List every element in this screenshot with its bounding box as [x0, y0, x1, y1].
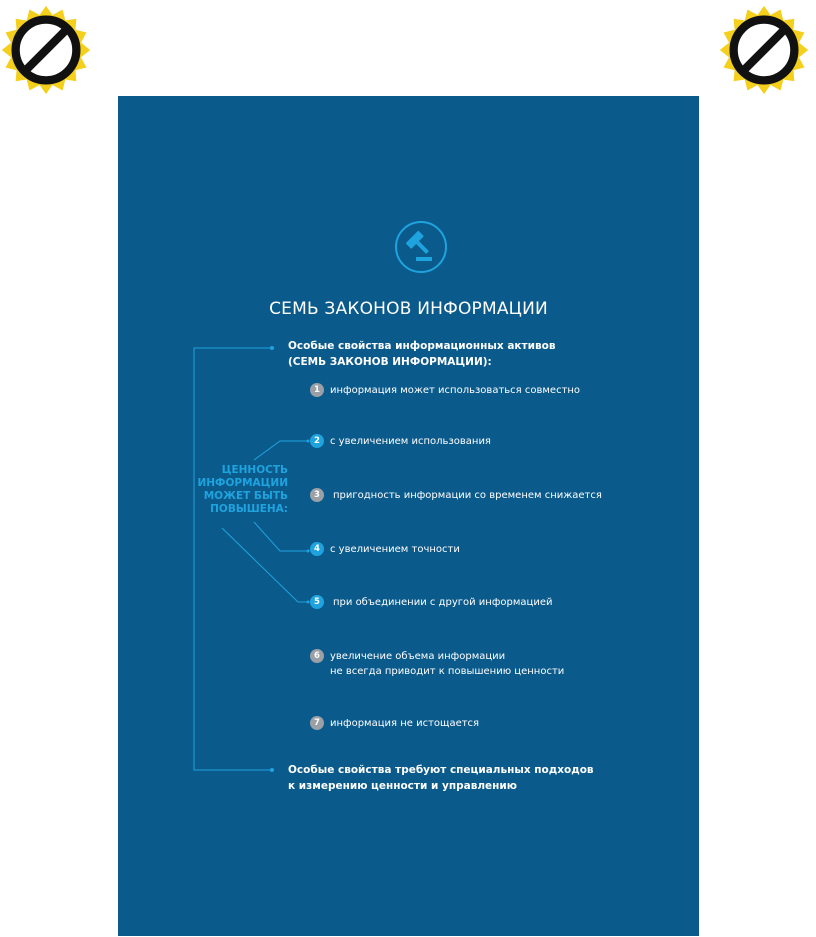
number-badge: 5 — [310, 595, 324, 609]
number-badge: 1 — [310, 383, 324, 397]
number-badge: 3 — [310, 488, 324, 502]
connector-lines — [118, 96, 699, 936]
closing-heading-line: к измерению ценности и управлению — [288, 780, 517, 792]
closing-heading — [288, 762, 594, 794]
number-badge: 6 — [310, 649, 324, 663]
closing-heading-line: Особые свойства требуют специальных подходов — [288, 764, 594, 776]
intro-heading — [288, 338, 555, 370]
intro-heading-line: Особые свойства информационных активов — [288, 340, 556, 352]
number-badge: 2 — [310, 434, 324, 448]
intro-heading-line: (СЕМЬ ЗАКОНОВ ИНФОРМАЦИИ): — [288, 356, 492, 368]
page-title: СЕМЬ ЗАКОНОВ ИНФОРМАЦИИ — [269, 299, 548, 319]
blue-page-panel: СЕМЬ ЗАКОНОВ ИНФОРМАЦИИ Особые свойства информационных активов (СЕМЬ ЗАКОНОВ ИНФОРМАЦИИ): ЦЕННОСТЬ ИНФОРМАЦИИ МОЖЕТ БЫТЬ ПОВЫШЕНА: 1 информация может использоваться совместно 2 с увеличением использования 3 пригодность информации со временем снижается 4 с увеличением точности 5 при объединении с другой информацией 6 увеличение объема информации не всегда приводит к повышению ценности 7 информация не истощается Особые свойства требуют специальных подходов к измерению ценности и управлению — [118, 96, 699, 936]
number-badge: 7 — [310, 716, 324, 730]
prohibited-stamp-icon — [0, 4, 92, 96]
value-increase-label: ЦЕННОСТЬ ИНФОРМАЦИИ МОЖЕТ БЫТЬ ПОВЫШЕНА: — [197, 464, 288, 515]
prohibited-stamp-icon — [718, 4, 810, 96]
number-badge: 4 — [310, 542, 324, 556]
